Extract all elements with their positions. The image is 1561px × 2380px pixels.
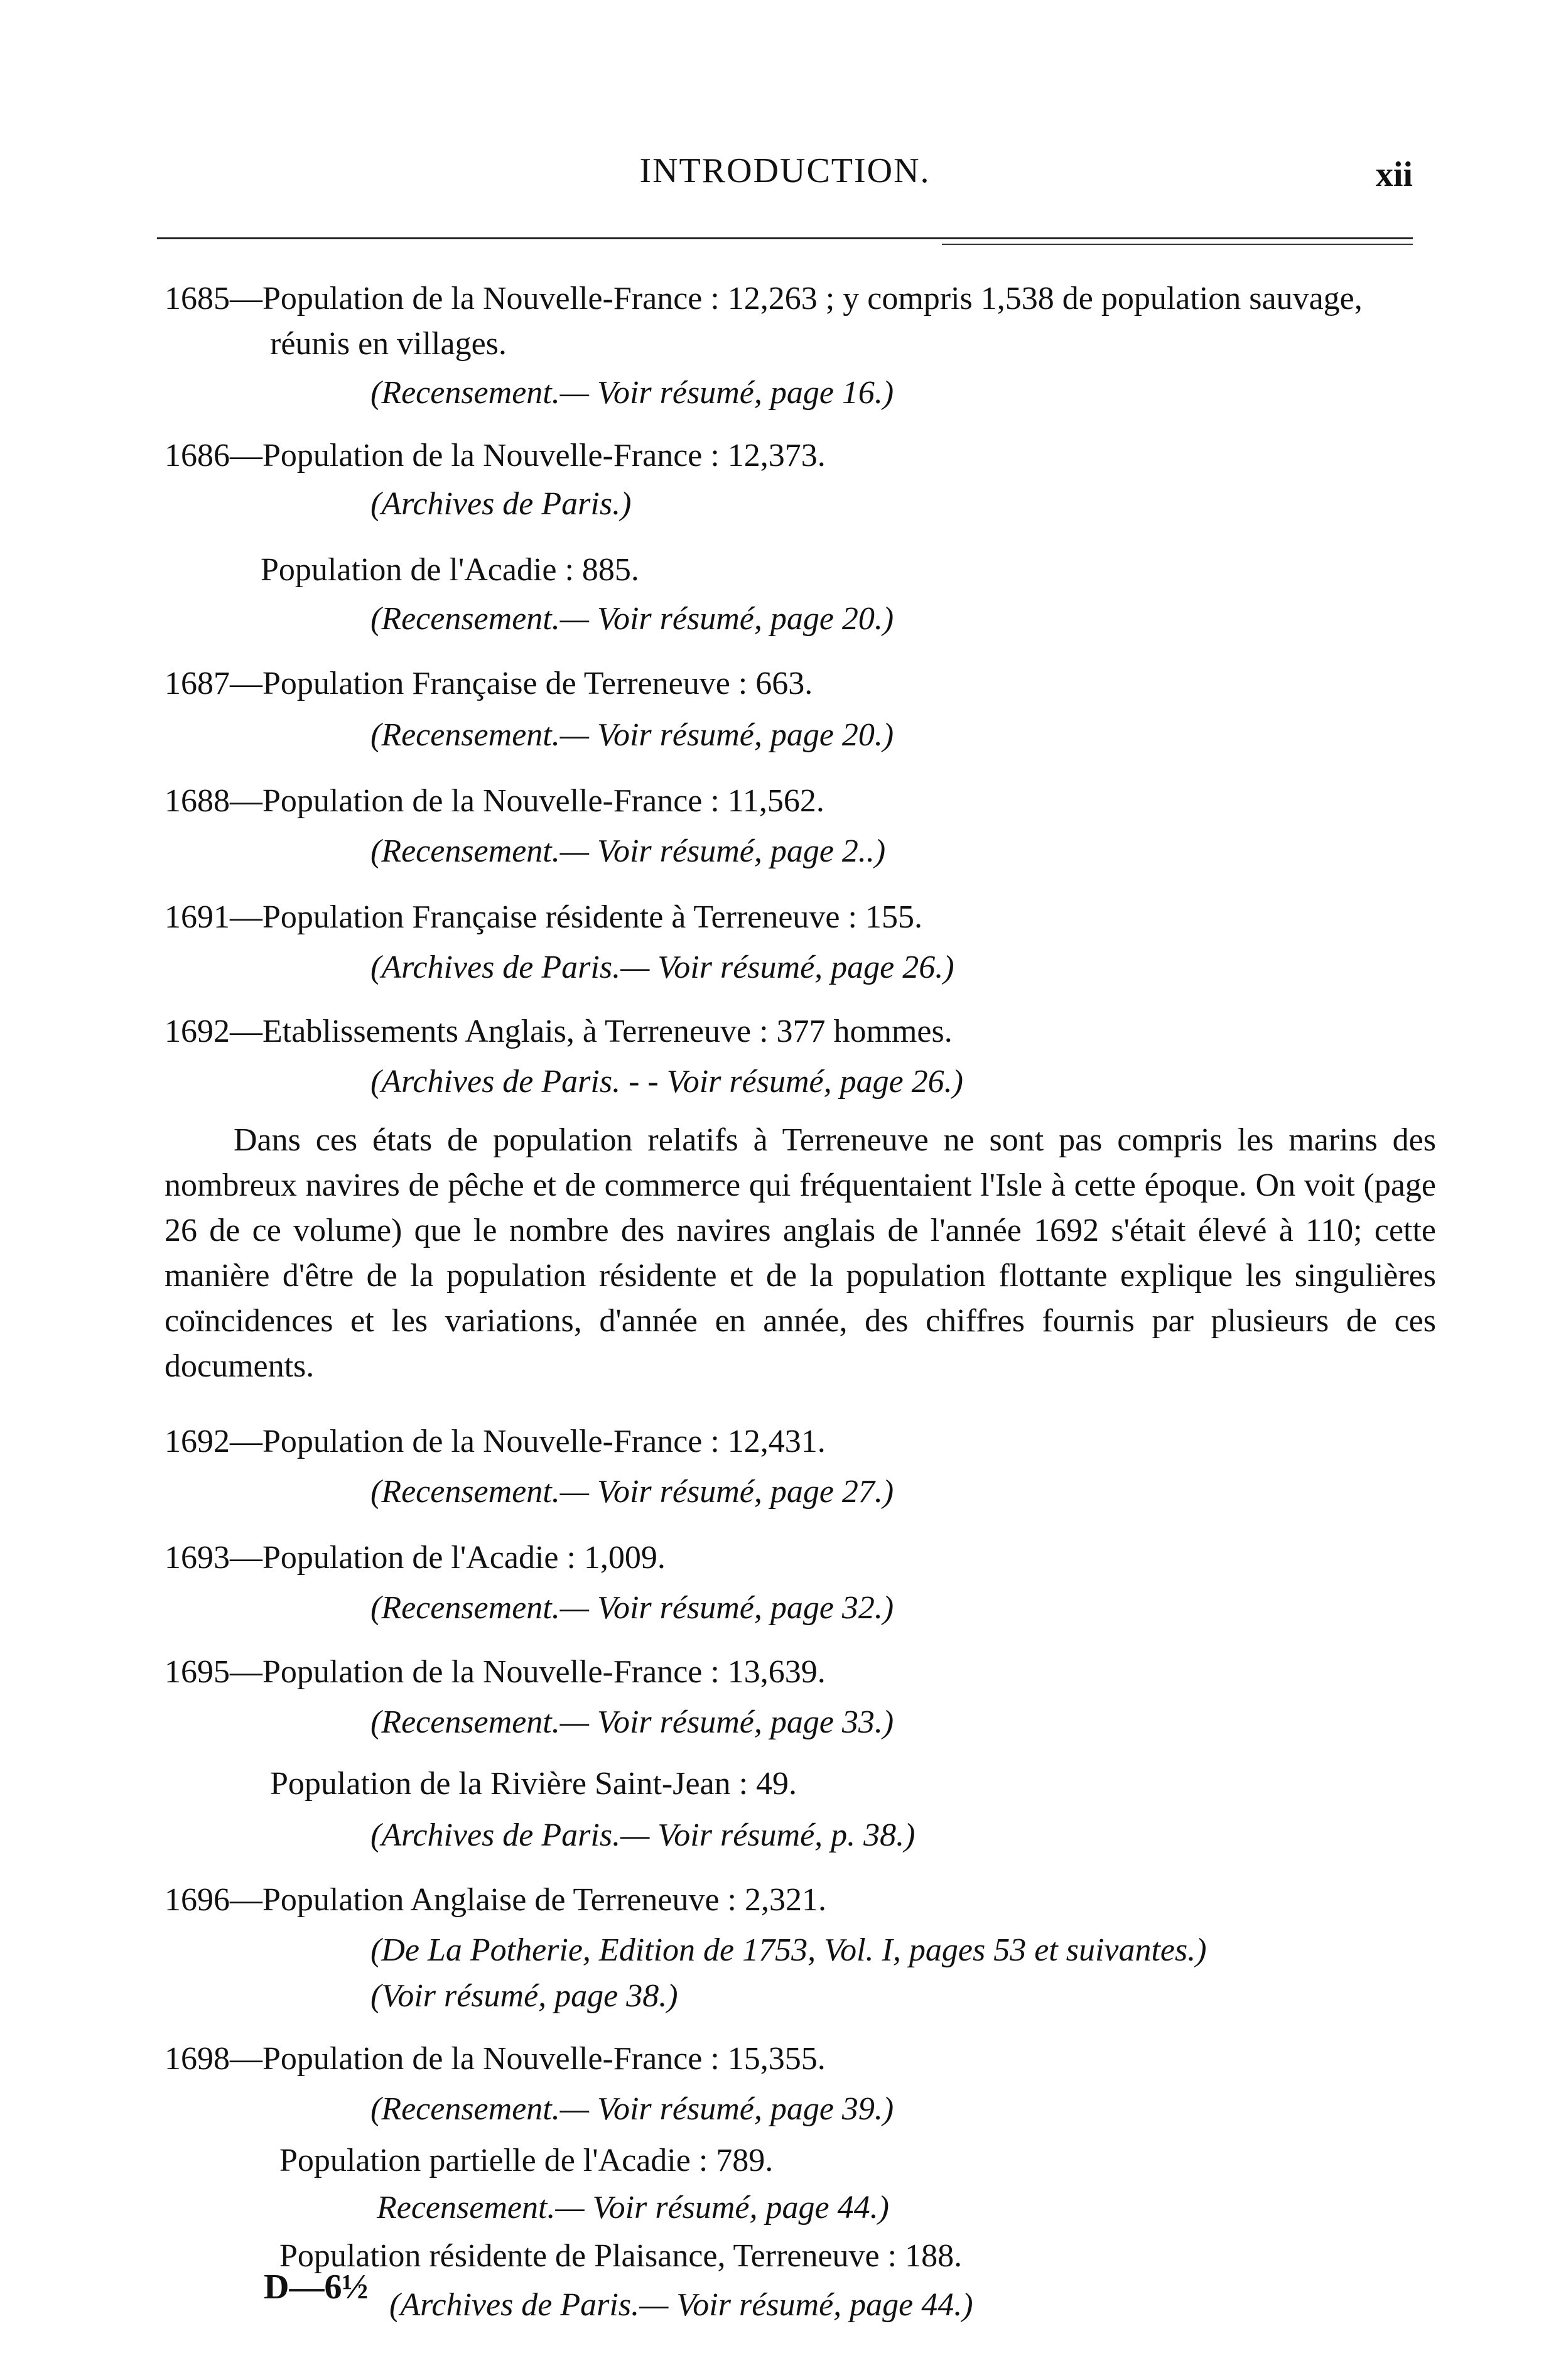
entry-riviere-saint-jean-line1: Population de la Rivière Saint-Jean : 49.: [270, 1766, 797, 1802]
entry-acadie-885-line1: Population de l'Acadie : 885.: [261, 552, 639, 588]
header-rule: [157, 237, 1413, 239]
entry-1685-line1: 1685—Population de la Nouvelle-France : 12,263 ; y compris 1,538 de population sauvage,: [165, 281, 1363, 316]
entry-riviere-saint-jean-citation: (Archives de Paris.— Voir résumé, p. 38.): [370, 1817, 916, 1853]
entry-1696-citation: (De La Potherie, Edition de 1753, Vol. I, pages 53 et suivantes.): [370, 1932, 1207, 1968]
entry-1692b-citation: (Recensement.— Voir résumé, page 27.): [370, 1474, 894, 1510]
commentary-paragraph: [165, 1118, 1436, 1389]
page-number: xii: [1375, 155, 1413, 194]
entry-1685-citation: (Recensement.— Voir résumé, page 16.): [370, 375, 894, 411]
entry-1695-citation: (Recensement.— Voir résumé, page 33.): [370, 1704, 894, 1740]
entry-acadie-789-citation: Recensement.— Voir résumé, page 44.): [377, 2190, 889, 2226]
header-rule-secondary: [942, 244, 1413, 245]
entry-1696-line1: 1696—Population Anglaise de Terreneuve : 2,321.: [165, 1882, 826, 1918]
entry-1693-line1: 1693—Population de l'Acadie : 1,009.: [165, 1540, 666, 1576]
entry-1692b-line1: 1692—Population de la Nouvelle-France : 12,431.: [165, 1424, 826, 1459]
entry-1691-line1: 1691—Population Française résidente à Terreneuve : 155.: [165, 899, 922, 935]
entry-1691-citation: (Archives de Paris.— Voir résumé, page 26.): [370, 949, 954, 985]
entry-1686-citation: (Archives de Paris.): [370, 486, 632, 522]
entry-1685-line2: réunis en villages.: [270, 326, 507, 362]
entry-acadie-885-citation: (Recensement.— Voir résumé, page 20.): [370, 601, 894, 637]
entry-plaisance-citation: (Archives de Paris.— Voir résumé, page 44.): [389, 2287, 973, 2323]
entry-1692a-line1: 1692—Etablissements Anglais, à Terreneuve : 377 hommes.: [165, 1014, 953, 1049]
entry-1687-line1: 1687—Population Française de Terreneuve : 663.: [165, 666, 813, 701]
commentary-text: Dans ces états de population relatifs à Terreneuve ne sont pas compris les marins des nombreux navires de pêche et de commerce qui fréquentaient l'Isle à cette époque. On voit (page 26 de ce volume) que le nombre des navires anglais de l'année 1692 s'était élevé à 110; cette manière d'être de la population résidente et de la population flottante explique les singulières coïncidences et les variations, d'année en année, des chiffres fournis par plusieurs de ces documents.: [165, 1122, 1436, 1384]
entry-1687-citation: (Recensement.— Voir résumé, page 20.): [370, 717, 894, 753]
entry-1695-line1: 1695—Population de la Nouvelle-France : 13,639.: [165, 1654, 826, 1690]
entry-1686-line1: 1686—Population de la Nouvelle-France : 12,373.: [165, 438, 826, 473]
entry-1698-citation: (Recensement.— Voir résumé, page 39.): [370, 2091, 894, 2127]
entry-1693-citation: (Recensement.— Voir résumé, page 32.): [370, 1590, 894, 1626]
entry-1688-citation: (Recensement.— Voir résumé, page 2..): [370, 833, 886, 869]
entry-plaisance-line1: Population résidente de Plaisance, Terreneuve : 188.: [279, 2238, 963, 2274]
entry-1692a-citation: (Archives de Paris. - - Voir résumé, page 26.): [370, 1064, 963, 1100]
entry-1688-line1: 1688—Population de la Nouvelle-France : 11,562.: [165, 783, 824, 819]
running-title: INTRODUCTION.: [639, 151, 931, 190]
signature-mark: D—6½: [264, 2268, 369, 2307]
page-header: [157, 151, 1413, 207]
entry-1698-line1: 1698—Population de la Nouvelle-France : 15,355.: [165, 2041, 826, 2077]
entry-acadie-789-line1: Population partielle de l'Acadie : 789.: [279, 2143, 774, 2178]
entry-1696-citation2: (Voir résumé, page 38.): [370, 1978, 678, 2014]
